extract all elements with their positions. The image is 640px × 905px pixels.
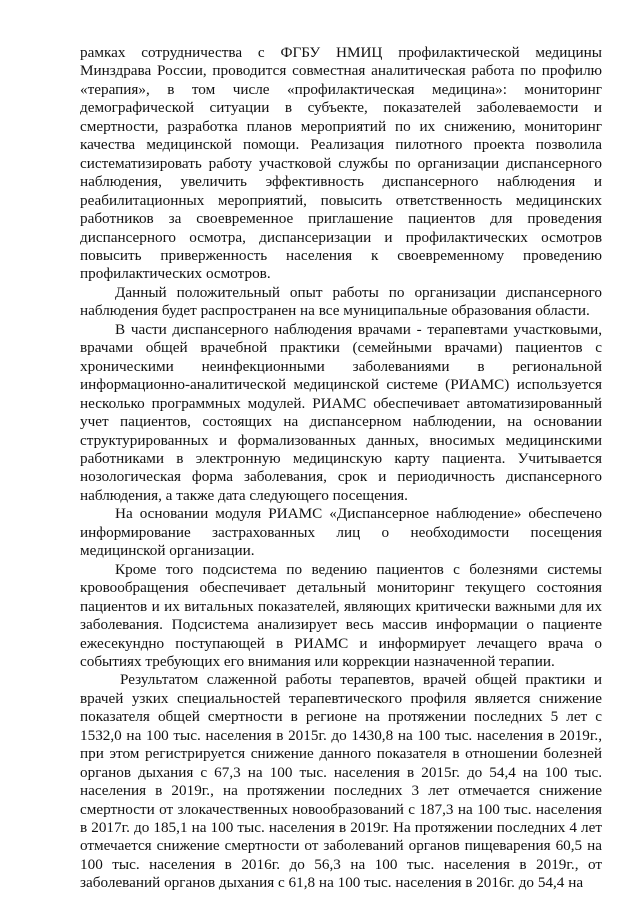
paragraph-riams: В части диспансерного наблюдения врачами - терапевтами участковыми, врачами общей врачебной практики (семейными врачами) пациентов с хроническими неинфекционными заболеваниями в региональной информационно-аналитической медицинской системе (РИАМС) используется несколько программных модулей. РИАМС обеспечивает автоматизированный учет пациентов, состоящих на диспансерном наблюдении, на основании структурированных и формализованных данных, вносимых медицинскими работниками в электронную медицинскую карту пациента. Учитывается нозологическая форма заболевания, срок и периодичность диспансерного наблюдения, а также дата следующего посещения. bbox=[80, 320, 602, 504]
paragraph-results: Результатом слаженной работы терапевтов, врачей общей практики и врачей узких специальностей терапевтического профиля является снижение показателя общей смертности в регионе на протяжении последних 5 лет с 1532,0 на 100 тыс. населения в 2015г. до 1430,8 на 100 тыс. населения в 2019г., при этом регистрируется снижение данного показателя в отношении болезней органов дыхания с 67,3 на 100 тыс. населения в 2015г. до 54,4 на 100 тыс. населения в 2019г., на протяжении последних 3 лет отмечается снижение смертности от злокачественных новообразований с 187,3 на 100 тыс. населения в 2017г. до 185,1 на 100 тыс. населения в 2019г. На протяжении последних 4 лет отмечается снижение смертности от заболеваний органов пищеварения 60,5 на 100 тыс. населения в 2016г. до 56,3 на 100 тыс. населения в 2019г., от заболеваний органов дыхания с 61,8 на 100 тыс. населения в 2016г. до 54,4 на bbox=[80, 671, 602, 892]
paragraph-subsystem: Кроме того подсистема по ведению пациентов с болезнями системы кровообращения обеспечивает детальный мониторинг текущего состояния пациентов и их витальных показателей, являющих критически важными для их заболевания. Подсистема анализирует весь массив информации о пациенте ежесекундно поступающей в РИАМС и информирует лечащего врача о событиях требующих его внимания или коррекции назначенной терапии. bbox=[80, 560, 602, 670]
paragraph-informing: На основании модуля РИАМС «Диспансерное наблюдение» обеспечено информирование застрахованных лиц о необходимости посещения медицинской организации. bbox=[80, 505, 602, 560]
paragraph-experience: Данный положительный опыт работы по организации диспансерного наблюдения будет распространен на все муниципальные образования области. bbox=[80, 283, 602, 320]
paragraph-continuation: рамках сотрудничества с ФГБУ НМИЦ профилактической медицины Минздрава России, проводится совместная аналитическая работа по профилю «терапия», в том числе «профилактическая медицина»: мониторинг демографической ситуации в субъекте, показателей заболеваемости и смертности, разработка планов мероприятий по их снижению, мониторинг качества медицинской помощи. Реализация пилотного проекта позволила систематизировать работу участковой службы по организации диспансерного наблюдения, увеличить эффективность диспансерного наблюдения и реабилитационных мероприятий, повысить ответственность медицинских работников за своевременное приглашение пациентов для проведения диспансерного осмотра, диспансеризации и профилактических осмотров повысить приверженность населения к своевременному проведению профилактических осмотров. bbox=[80, 44, 602, 283]
document-page bbox=[80, 44, 602, 893]
